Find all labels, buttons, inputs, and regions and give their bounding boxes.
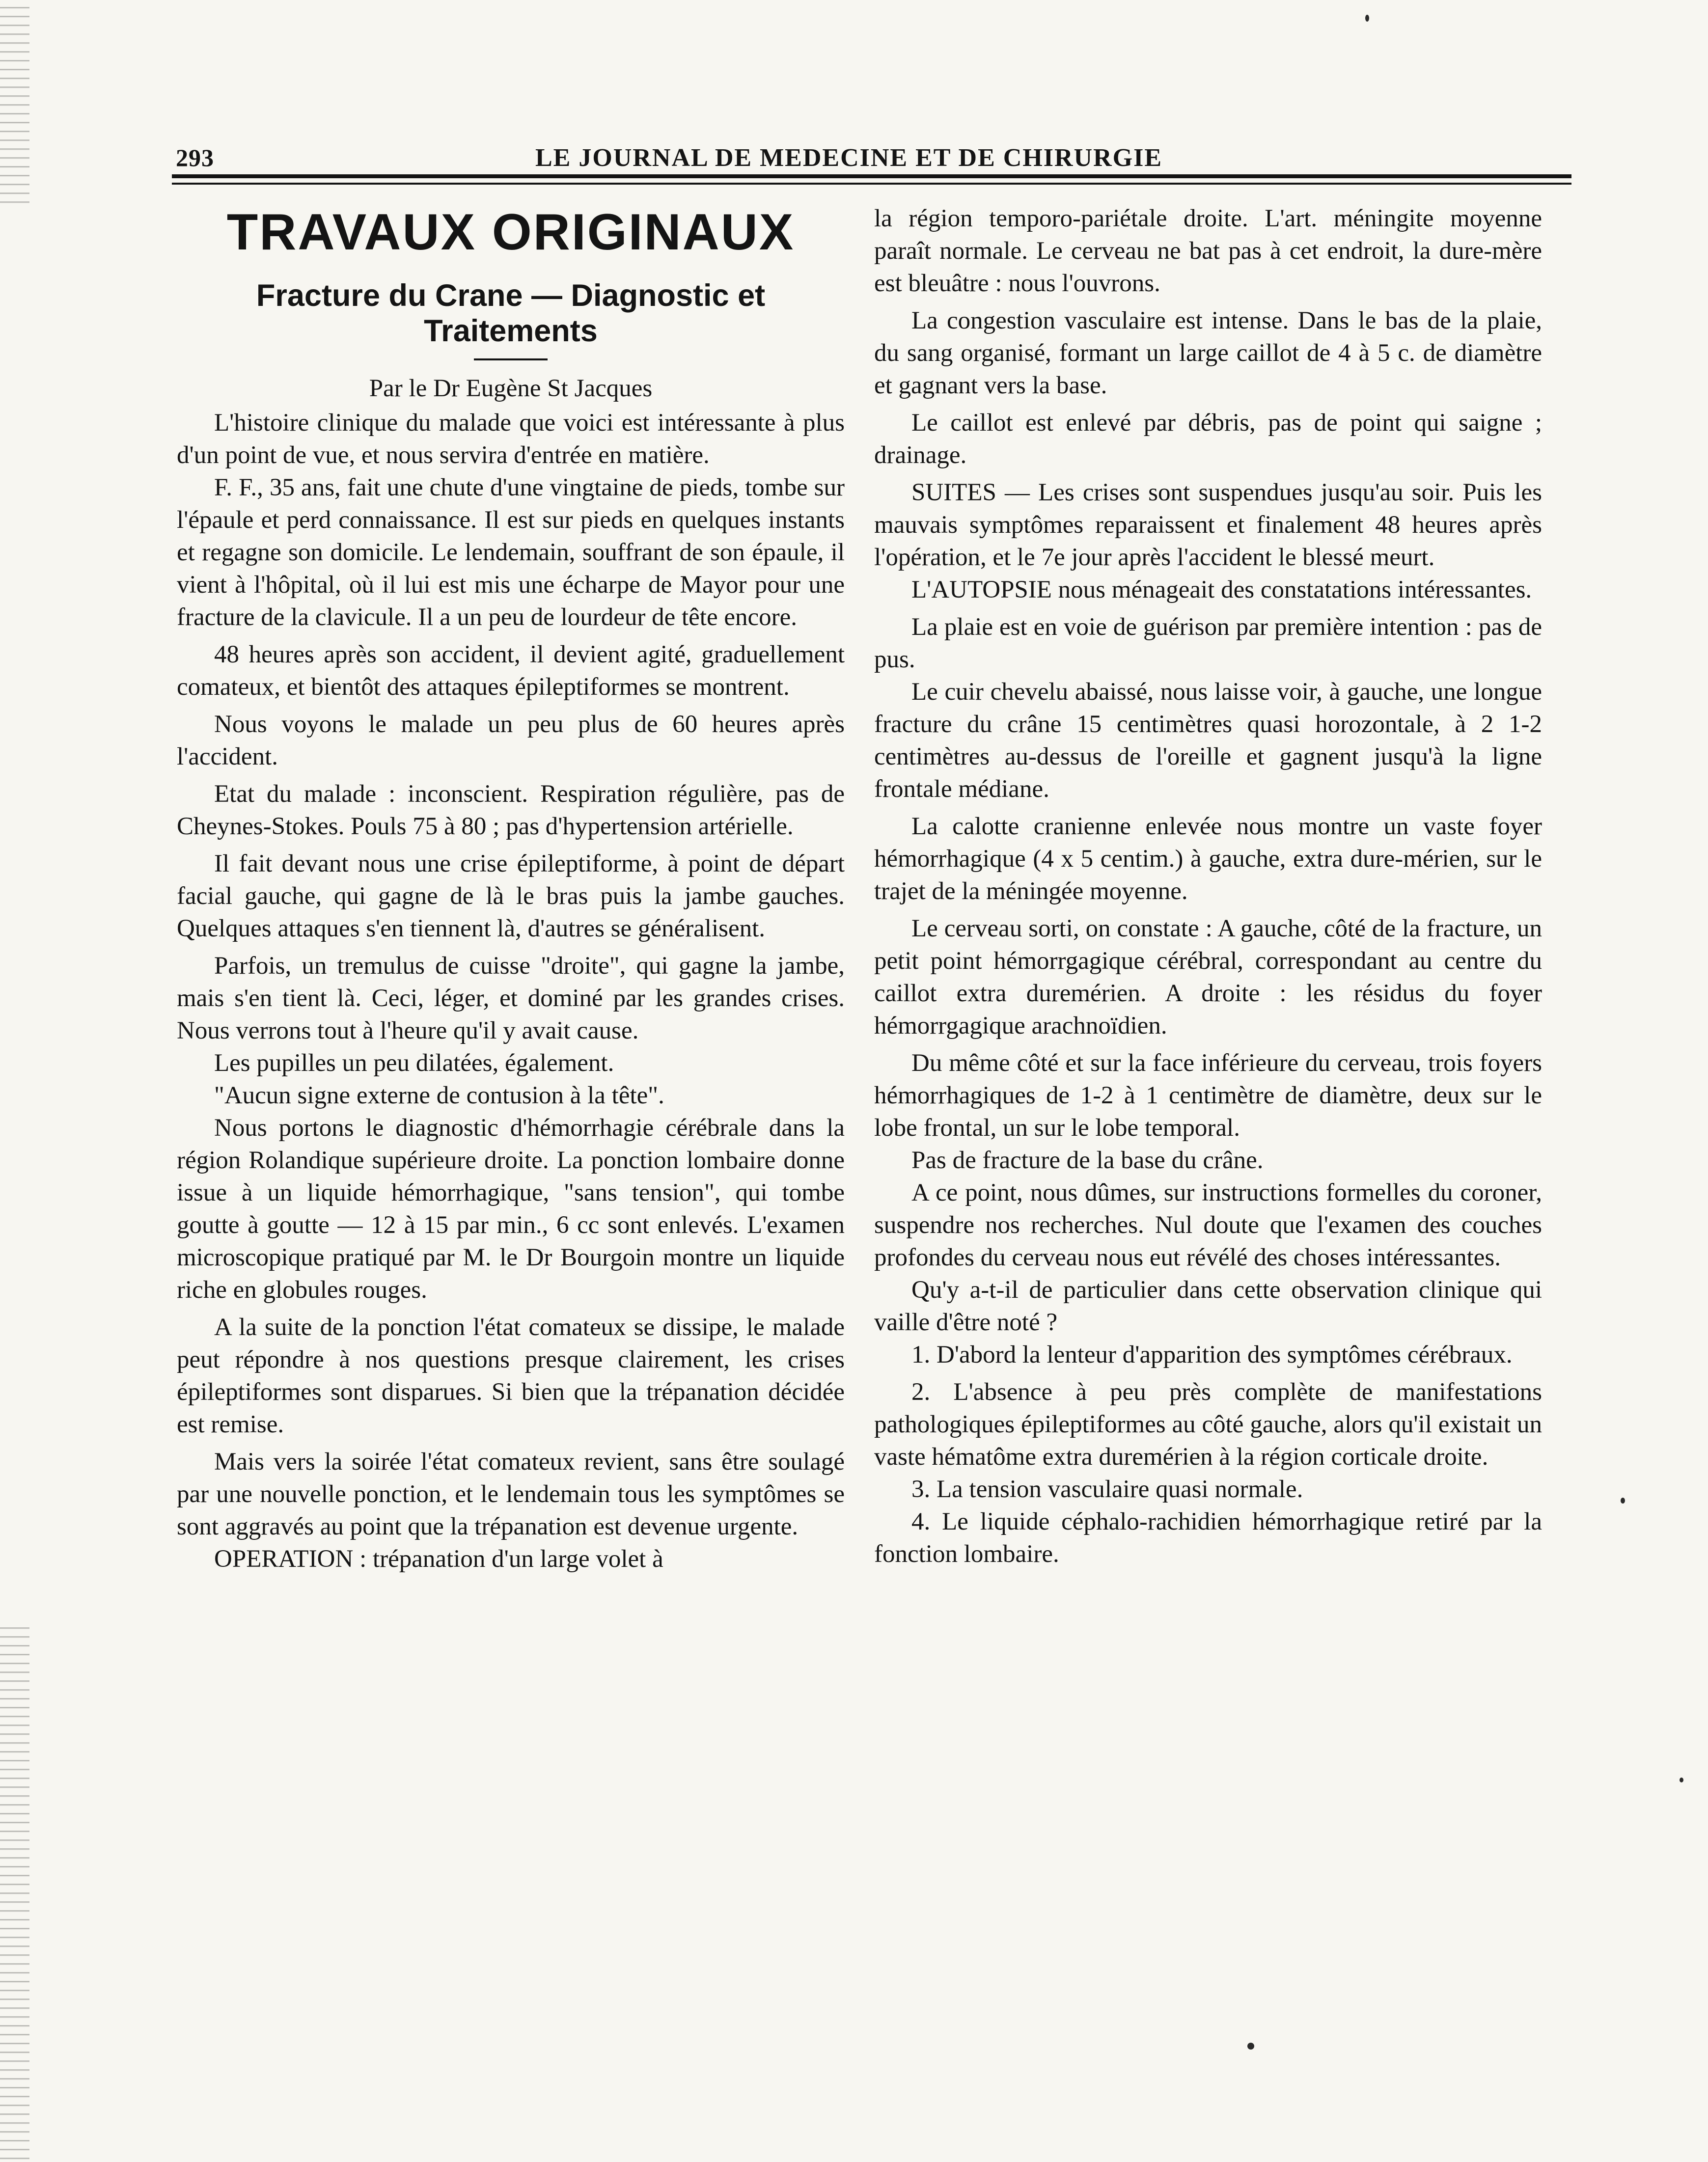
paragraph: Du même côté et sur la face inférieure du cerveau, trois foyers hémorrhagiques de 1-2 à 1 centimètre de diamètre, deux sur le lobe frontal, un sur le lobe temporal.	[874, 1049, 1542, 1142]
paragraph: Nous voyons le malade un peu plus de 60 heures après l'accident.	[177, 711, 845, 770]
paragraph: Nous portons le diagnostic d'hémorrhagie cérébrale dans la région Rolandique supérieure droite. La ponction lombaire donne issue à un liquide hémorrhagique, "sans tension", qui tombe goutte à goutte — 12 à 15 par min., 6 cc sont enlevés. L'examen microscopique pratiqué par M. le Dr Bourgoin montre un liquide riche en globules rouges.	[177, 1114, 845, 1304]
paragraph: F. F., 35 ans, fait une chute d'une vingtaine de pieds, tombe sur l'épaule et perd connaissance. Il est sur pieds en quelques instants et regagne son domicile. Le lendemain, souffrant de son épaule, il vient à l'hôpital, où il lui est mis une écharpe de Mayor pour une fracture de la clavicule. Il a un peu de lourdeur de tête encore.	[177, 474, 845, 631]
scan-edge-artifact	[0, 1620, 29, 2161]
paragraph: Le caillot est enlevé par débris, pas de point qui saigne ; drainage.	[874, 409, 1542, 469]
paragraph: OPERATION : trépanation d'un large volet à	[214, 1545, 663, 1573]
paragraph: 48 heures après son accident, il devient agité, graduellement comateux, et bientôt des attaques épileptiformes se montrent.	[177, 641, 845, 701]
left-column	[177, 201, 845, 1575]
title-divider	[474, 358, 548, 360]
journal-running-head: LE JOURNAL DE MEDECINE ET DE CHIRURGIE	[535, 144, 1163, 172]
scan-speck	[1365, 15, 1369, 22]
paragraph: A ce point, nous dûmes, sur instructions formelles du coroner, suspendre nos recherches. Nul doute que l'examen des couches profondes du cerveau nous eut révélé des choses intéressantes.	[874, 1179, 1542, 1271]
paragraph: SUITES — Les crises sont suspendues jusqu'au soir. Puis les mauvais symptômes reparaissent et finalement 48 heures après l'opération, et le 7e jour après l'accident le blessé meurt.	[874, 479, 1542, 571]
paragraph: Les pupilles un peu dilatées, également.	[214, 1049, 614, 1077]
article-title: Fracture du Crane — Diagnostic et Traitements	[256, 278, 766, 348]
paragraph: la région temporo-pariétale droite. L'art. méningite moyenne paraît normale. Le cerveau ne bat pas à cet endroit, la dure-mère est bleuâtre : nous l'ouvrons.	[874, 205, 1542, 297]
paragraph: L'AUTOPSIE nous ménageait des constatations intéressantes.	[911, 576, 1532, 603]
scan-edge-artifact	[0, 0, 29, 206]
paragraph: Le cuir chevelu abaissé, nous laisse voir, à gauche, une longue fracture du crâne 15 centimètres quasi horozontale, à 2 1-2 centimètres au-dessus de l'oreille et gagnent jusqu'à la ligne frontale médiane.	[874, 678, 1542, 803]
paragraph: Il fait devant nous une crise épileptiforme, à point de départ facial gauche, qui gagne de là le bras puis la jambe gauches. Quelques attaques s'en tiennent là, d'autres se généralisent.	[177, 850, 845, 942]
scan-speck	[1247, 2043, 1254, 2050]
paragraph: 2. L'absence à peu près complète de manifestations pathologiques épileptiformes au côté gauche, alors qu'il existait un vaste hématôme extra duremérien à la région corticale droite.	[874, 1378, 1542, 1471]
paragraph: A la suite de la ponction l'état comateux se dissipe, le malade peut répondre à nos questions presque clairement, les crises épileptiformes sont disparues. Si bien que la trépanation décidée est remise.	[177, 1314, 845, 1438]
right-column	[874, 202, 1542, 1570]
byline: Par le Dr Eugène St Jacques	[369, 375, 653, 402]
paragraph: 3. La tension vasculaire quasi normale.	[911, 1476, 1303, 1503]
header-rule-thick	[172, 174, 1571, 178]
paragraph: 1. D'abord la lenteur d'apparition des symptômes cérébraux.	[911, 1341, 1513, 1368]
paragraph: Qu'y a-t-il de particulier dans cette observation clinique qui vaille d'être noté ?	[874, 1276, 1542, 1336]
section-title: TRAVAUX ORIGINAUX	[226, 204, 795, 261]
paragraph: La calotte cranienne enlevée nous montre un vaste foyer hémorrhagique (4 x 5 centim.) à gauche, extra dure-mérien, sur le trajet de la méningée moyenne.	[874, 813, 1542, 905]
paragraph: Etat du malade : inconscient. Respiration régulière, pas de Cheynes-Stokes. Pouls 75 à 80 ; pas d'hypertension artérielle.	[177, 780, 845, 840]
scan-speck	[1621, 1498, 1625, 1504]
paragraph: La plaie est en voie de guérison par première intention : pas de pus.	[874, 613, 1542, 673]
paragraph: 4. Le liquide céphalo-rachidien hémorrhagique retiré par la fonction lombaire.	[874, 1508, 1542, 1568]
paragraph: Parfois, un tremulus de cuisse "droite", qui gagne la jambe, mais s'en tient là. Ceci, léger, et dominé par les grandes crises. Nous verrons tout à l'heure qu'il y avait cause.	[177, 952, 845, 1044]
paragraph: La congestion vasculaire est intense. Dans le bas de la plaie, du sang organisé, formant un large caillot de 4 à 5 c. de diamètre et gagnant vers la base.	[874, 307, 1542, 399]
paragraph: Pas de fracture de la base du crâne.	[911, 1147, 1264, 1174]
page-number: 293	[176, 144, 214, 171]
paragraph: Le cerveau sorti, on constate : A gauche, côté de la fracture, un petit point hémorrgagique cérébral, correspondant au centre du caillot extra duremérien. A droite : les résidus du foyer hémorrgagique arachnoïdien.	[874, 915, 1542, 1040]
paragraph: Mais vers la soirée l'état comateux revient, sans être soulagé par une nouvelle ponction, et le lendemain tous les symptômes se sont aggravés au point que la trépanation est devenue urgente.	[177, 1448, 845, 1540]
scan-speck	[1680, 1778, 1683, 1782]
paragraph: L'histoire clinique du malade que voici est intéressante à plus d'un point de vue, et nous servira d'entrée en matière.	[177, 409, 845, 469]
header-rule-thin	[172, 183, 1571, 185]
paragraph: "Aucun signe externe de contusion à la tête".	[214, 1082, 664, 1109]
